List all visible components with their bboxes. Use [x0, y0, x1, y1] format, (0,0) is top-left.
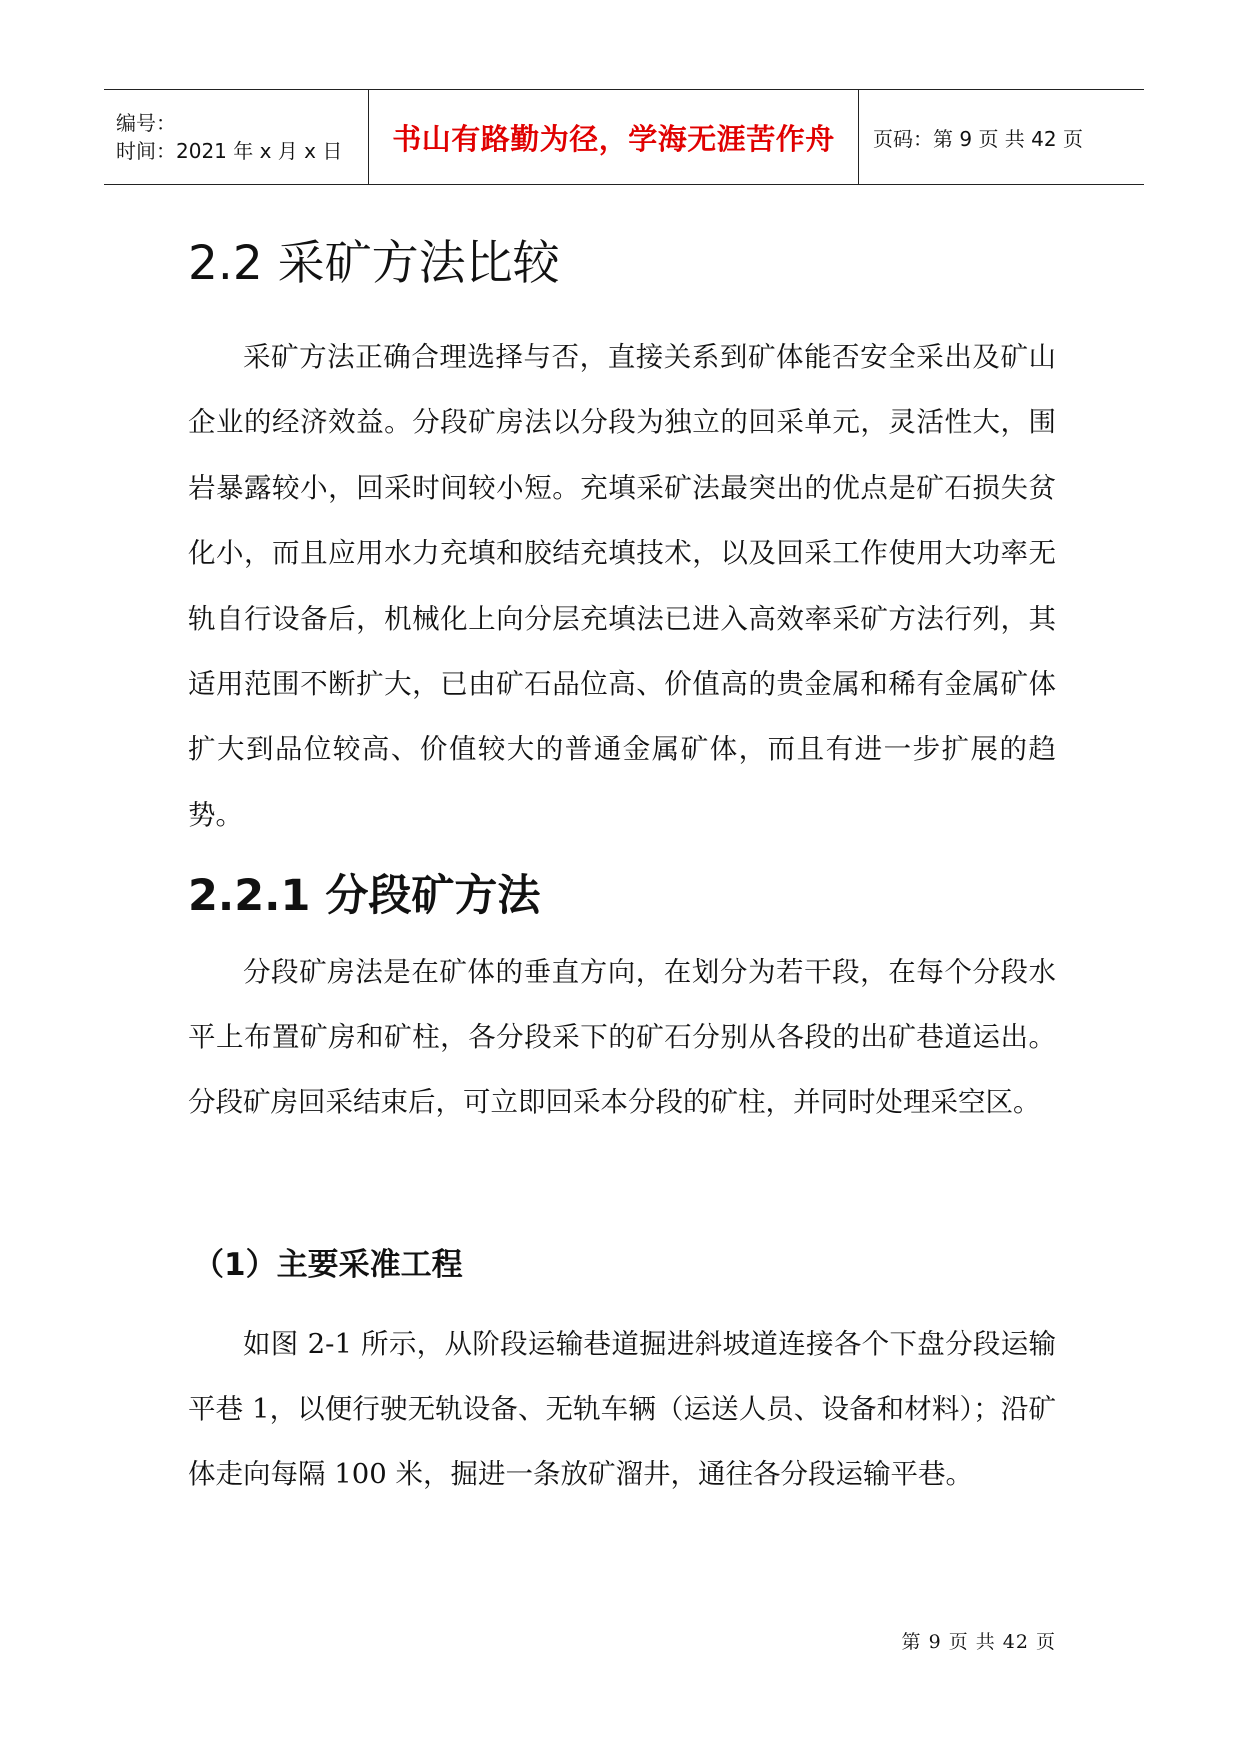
header-page-info: 页码：第 9 页 共 42 页	[873, 126, 1083, 151]
header-meta	[104, 90, 369, 184]
section-paragraph: 采矿方法正确合理选择与否，直接关系到矿体能否安全采出及矿山企业的经济效益。分段矿房法以分段为独立的回采单元，灵活性大，围岩暴露较小，回采时间较小短。充填采矿法最突出的优点是矿石损失贫化小，而且应用水力充填和胶结充填技术，以及回采工作使用大功率无轨自行设备后，机械化上向分层充填法已进入高效率采矿方法行列，其适用范围不断扩大，已由矿石品位高、价值高的贵金属和稀有金属矿体扩大到品位较高、价值较大的普通金属矿体，而且有进一步扩展的趋势。	[188, 341, 1056, 831]
item-paragraph: 如图 2-1 所示，从阶段运输巷道掘进斜坡道连接各个下盘分段运输平巷 1，以便行驶无轨设备、无轨车辆（运送人员、设备和材料）；沿矿体走向每隔 100 米，掘进一条放矿溜井，通往各分段运输平巷。	[188, 1328, 1056, 1490]
section-heading: 2.2 采矿方法比较	[188, 236, 560, 291]
subsection-heading: 2.2.1 分段矿方法	[188, 871, 541, 921]
page-header	[104, 89, 1144, 185]
serial-number-label: 编号：	[116, 111, 176, 135]
item-heading: （1）主要采准工程	[193, 1247, 463, 1283]
date-label: 时间：2021 年 x 月 x 日	[116, 139, 343, 163]
subsection-paragraph: 分段矿房法是在矿体的垂直方向，在划分为若干段，在每个分段水平上布置矿房和矿柱，各分段采下的矿石分别从各段的出矿巷道运出。分段矿房回采结束后，可立即回采本分段的矿柱，并同时处理采空区。	[188, 956, 1056, 1118]
page-footer: 第 9 页 共 42 页	[901, 1631, 1056, 1653]
header-motto: 书山有路勤为径，学海无涯苦作舟	[369, 90, 859, 184]
